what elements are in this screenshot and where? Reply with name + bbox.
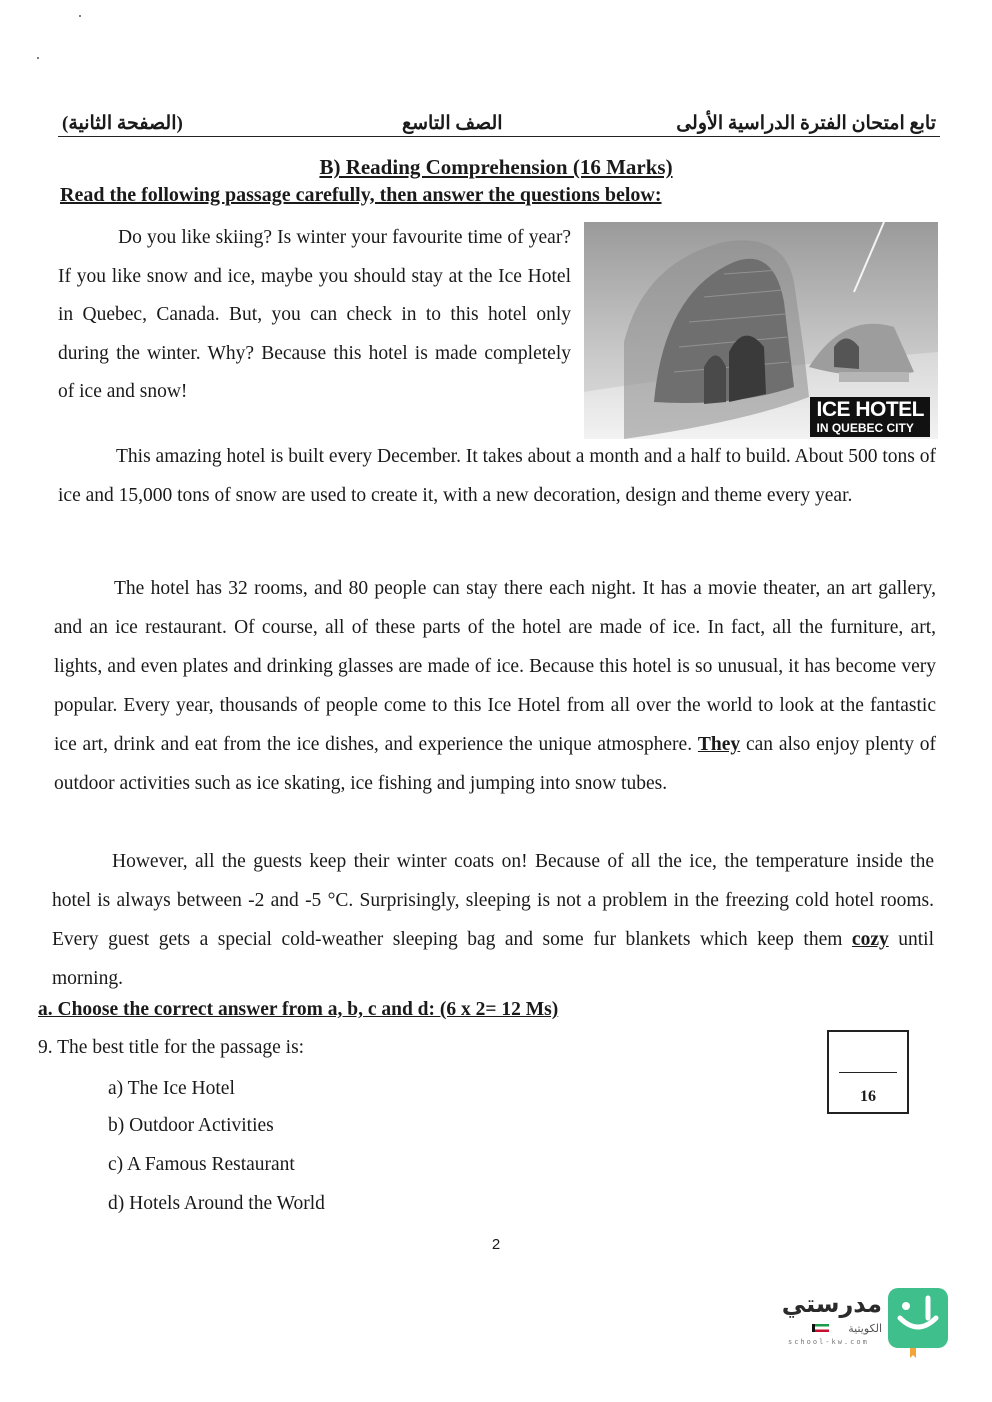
page-label: (الصفحة الثانية) [58, 112, 187, 135]
score-box [827, 1030, 909, 1114]
paragraph-3-text-end: can also enjoy plenty of outdoor activities such as ice skating, ice fishing and jumping into snow tubes. [54, 734, 937, 794]
grade-label: الصف التاسع [398, 112, 507, 135]
option-a[interactable]: a) The Ice Hotel [108, 1078, 235, 1099]
caption-title: ICE HOTEL [816, 398, 924, 421]
exam-header [58, 112, 940, 144]
logo-subtitle: الكويتية [848, 1322, 882, 1335]
header-rule [58, 136, 940, 137]
passage-paragraph-4 [52, 842, 934, 998]
part-a-heading: a. Choose the correct answer from a, b, c and d: (6 x 2= 12 Ms) [38, 999, 559, 1020]
question-9: 9. The best title for the passage is: [38, 1037, 305, 1058]
logo-name: مدرستي [781, 1290, 882, 1318]
scan-speck [37, 57, 39, 59]
section-title: B) Reading Comprehension (16 Marks) [319, 155, 673, 179]
page-number: 2 [491, 1236, 501, 1253]
passage-paragraph-3 [54, 569, 936, 803]
score-line [839, 1072, 897, 1073]
paragraph-4-text-end: until morning. [52, 929, 935, 989]
score-total: 16 [860, 1088, 876, 1105]
ice-hotel-photo [584, 222, 938, 439]
paragraph-4-text: However, all the guests keep their winter coats on! Because of all the ice, the temperature inside the hotel is always between -2 and -5 °C. Surprisingly, sleeping is not a problem in the freezing cold hotel rooms. Every guest gets a special cold-weather sleeping bag and some fur blankets which keep them [52, 851, 934, 950]
scan-speck [79, 15, 81, 17]
passage-paragraph-2: This amazing hotel is built every December. It takes about a month and a half to build. About 500 tons of ice and 15,000 tons of snow are used to create it, with a new decoration, design and theme every year. [58, 446, 936, 506]
reference-word-they: They [697, 734, 741, 755]
option-b[interactable]: b) Outdoor Activities [108, 1115, 274, 1136]
option-c[interactable]: c) A Famous Restaurant [108, 1154, 295, 1175]
vocabulary-word-cozy: cozy [851, 929, 889, 950]
paragraph-3-text: The hotel has 32 rooms, and 80 people can stay there each night. It has a movie theater, an art gallery, and an ice restaurant. Of course, all of these parts of the hotel are made of ice. In fact, all the furniture, art, lights, and even plates and drinking glasses are made of ice. Because this hotel is so unusual, it has become very popular. Every year, thousands of people come to this Ice Hotel from all over the world to look at the fantastic ice art, drink and eat from the ice dishes, and experience the unique atmosphere. [54, 578, 936, 755]
passage-paragraph-1: Do you like skiing? Is winter your favourite time of year? If you like snow and ice, maybe you should stay at the Ice Hotel in Quebec, Canada. But, you can check in to this hotel only during the winter. Why? Because this hotel is made completely of ice and snow! [58, 227, 571, 402]
instruction: Read the following passage carefully, then answer the questions below: [60, 184, 662, 206]
smile-badge-icon [888, 1288, 948, 1348]
logo-url: school-kw.com [788, 1338, 869, 1346]
exam-period-title: تابع امتحان الفترة الدراسية الأولى [672, 112, 940, 135]
photo-caption [810, 397, 930, 437]
caption-subtitle: IN QUEBEC CITY [816, 421, 914, 435]
option-d[interactable]: d) Hotels Around the World [108, 1193, 325, 1214]
madrasati-logo [781, 1288, 950, 1360]
